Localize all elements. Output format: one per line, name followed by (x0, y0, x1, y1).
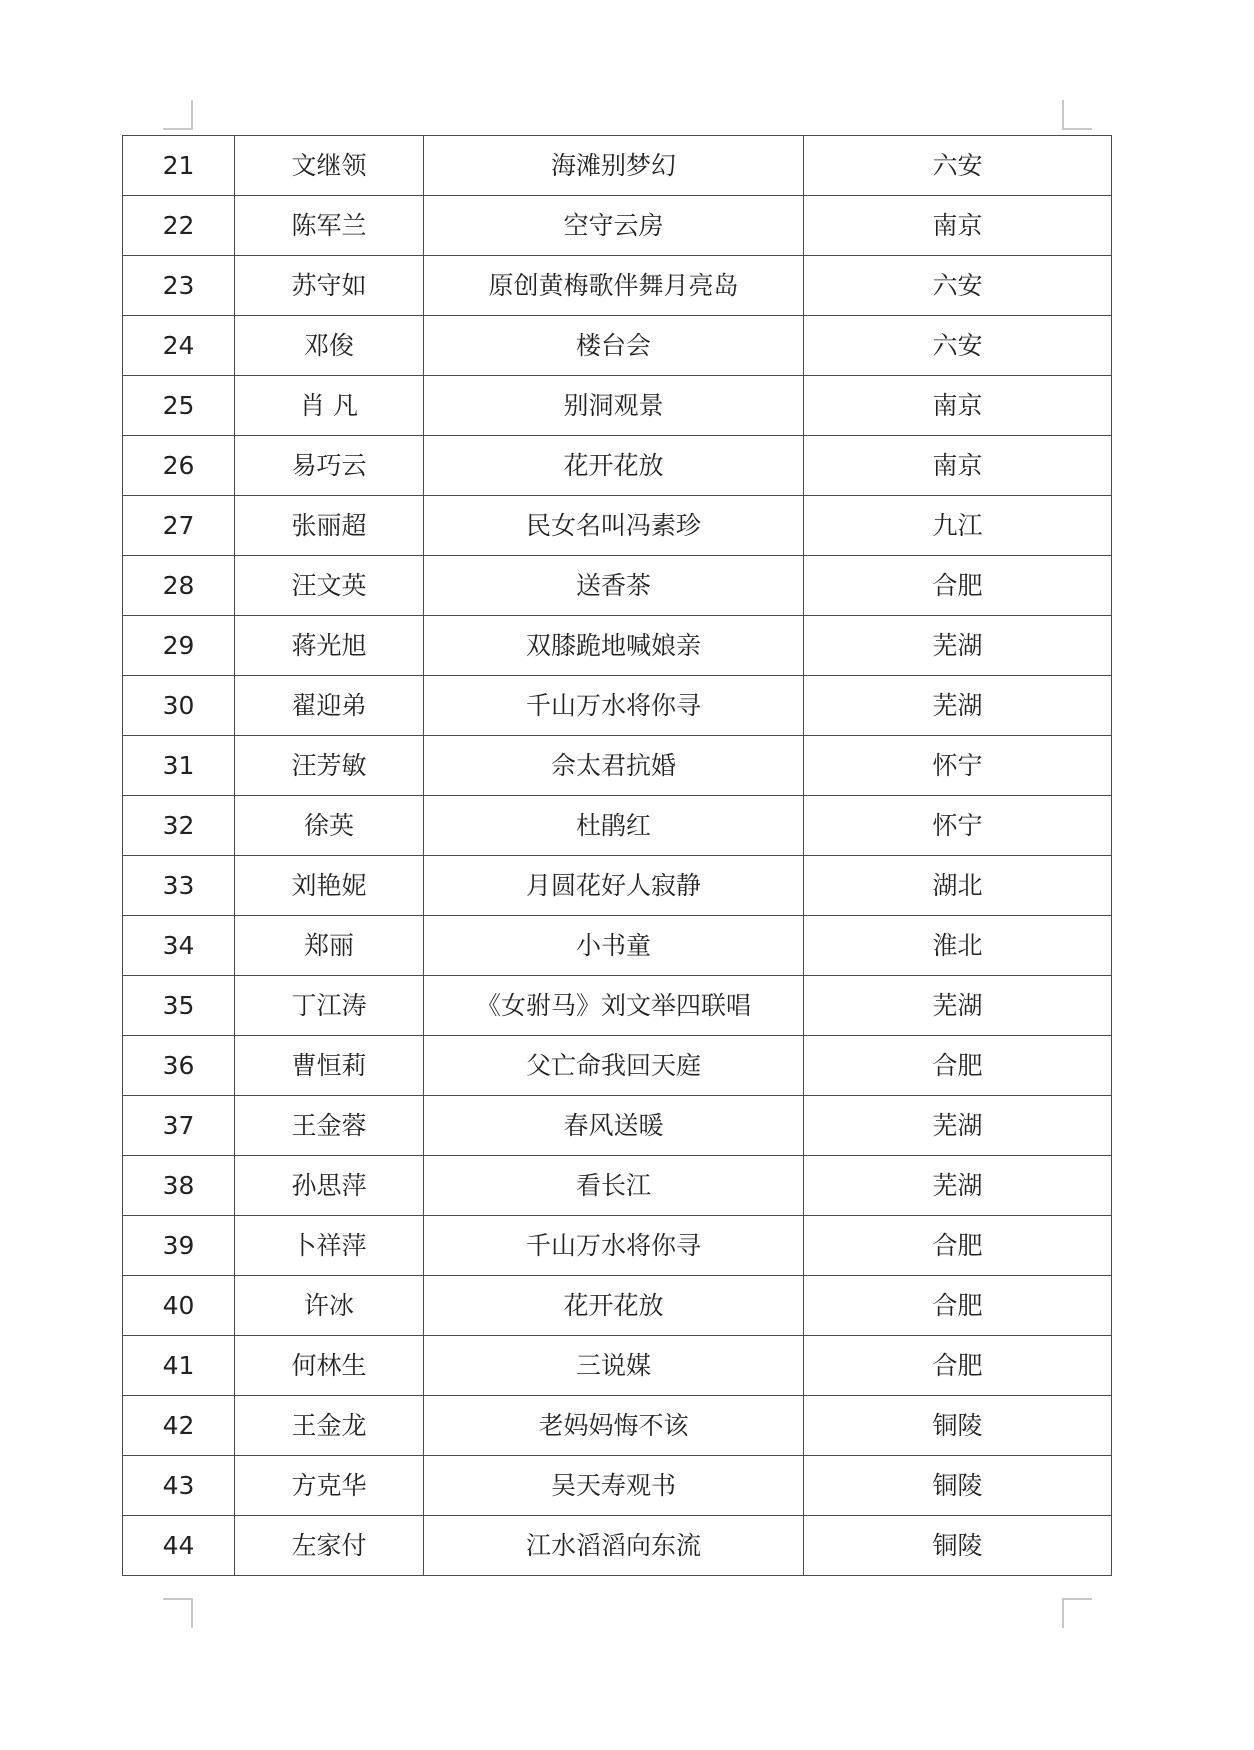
table-row (123, 796, 1112, 856)
city-cell: 合肥 (804, 1216, 1112, 1276)
row-number-cell: 22 (123, 196, 235, 256)
row-number-cell: 42 (123, 1396, 235, 1456)
table-row (123, 1096, 1112, 1156)
row-number-cell: 28 (123, 556, 235, 616)
table-row (123, 1456, 1112, 1516)
city-cell: 六安 (804, 256, 1112, 316)
city-cell: 怀宁 (804, 796, 1112, 856)
row-number-cell: 34 (123, 916, 235, 976)
row-number-cell: 39 (123, 1216, 235, 1276)
performer-name-cell: 丁江涛 (235, 976, 424, 1036)
piece-title-cell: 佘太君抗婚 (424, 736, 804, 796)
performer-name-cell: 孙思萍 (235, 1156, 424, 1216)
row-number-cell: 37 (123, 1096, 235, 1156)
table-row (123, 616, 1112, 676)
piece-title-cell: 双膝跪地喊娘亲 (424, 616, 804, 676)
city-cell: 怀宁 (804, 736, 1112, 796)
row-number-cell: 24 (123, 316, 235, 376)
performer-name-cell: 邓俊 (235, 316, 424, 376)
city-cell: 芜湖 (804, 976, 1112, 1036)
city-cell: 合肥 (804, 556, 1112, 616)
performer-name-cell: 苏守如 (235, 256, 424, 316)
row-number-cell: 29 (123, 616, 235, 676)
performer-name-cell: 左家付 (235, 1516, 424, 1576)
table-row (123, 496, 1112, 556)
performer-name-cell: 翟迎弟 (235, 676, 424, 736)
page-corner-mark-top-right (1062, 100, 1092, 130)
piece-title-cell: 千山万水将你寻 (424, 1216, 804, 1276)
piece-title-cell: 父亡命我回天庭 (424, 1036, 804, 1096)
table-row (123, 436, 1112, 496)
performer-name-cell: 徐英 (235, 796, 424, 856)
piece-title-cell: 杜鹃红 (424, 796, 804, 856)
piece-title-cell: 花开花放 (424, 436, 804, 496)
performer-name-cell: 王金龙 (235, 1396, 424, 1456)
table-row (123, 1036, 1112, 1096)
table-row (123, 736, 1112, 796)
row-number-cell: 25 (123, 376, 235, 436)
piece-title-cell: 别洞观景 (424, 376, 804, 436)
row-number-cell: 40 (123, 1276, 235, 1336)
city-cell: 合肥 (804, 1036, 1112, 1096)
city-cell: 芜湖 (804, 1096, 1112, 1156)
row-number-cell: 33 (123, 856, 235, 916)
city-cell: 九江 (804, 496, 1112, 556)
table-row (123, 976, 1112, 1036)
row-number-cell: 43 (123, 1456, 235, 1516)
performer-name-cell: 刘艳妮 (235, 856, 424, 916)
row-number-cell: 35 (123, 976, 235, 1036)
page-corner-mark-bottom-left (163, 1598, 193, 1628)
performer-name-cell: 蒋光旭 (235, 616, 424, 676)
performer-name-cell: 方克华 (235, 1456, 424, 1516)
row-number-cell: 27 (123, 496, 235, 556)
table-row (123, 316, 1112, 376)
piece-title-cell: 吴天寿观书 (424, 1456, 804, 1516)
performer-name-cell: 何林生 (235, 1336, 424, 1396)
table-row (123, 1216, 1112, 1276)
row-number-cell: 31 (123, 736, 235, 796)
performer-name-cell: 郑丽 (235, 916, 424, 976)
table-row (123, 556, 1112, 616)
performer-name-cell: 陈军兰 (235, 196, 424, 256)
performer-name-cell: 文继领 (235, 136, 424, 196)
performer-name-cell: 卜祥萍 (235, 1216, 424, 1276)
city-cell: 六安 (804, 136, 1112, 196)
row-number-cell: 30 (123, 676, 235, 736)
row-number-cell: 36 (123, 1036, 235, 1096)
row-number-cell: 26 (123, 436, 235, 496)
city-cell: 湖北 (804, 856, 1112, 916)
city-cell: 铜陵 (804, 1456, 1112, 1516)
performer-name-cell: 易巧云 (235, 436, 424, 496)
piece-title-cell: 楼台会 (424, 316, 804, 376)
page-corner-mark-bottom-right (1062, 1598, 1092, 1628)
city-cell: 芜湖 (804, 676, 1112, 736)
piece-title-cell: 三说媒 (424, 1336, 804, 1396)
piece-title-cell: 老妈妈悔不该 (424, 1396, 804, 1456)
table-row (123, 1336, 1112, 1396)
table-row (123, 136, 1112, 196)
piece-title-cell: 送香茶 (424, 556, 804, 616)
row-number-cell: 44 (123, 1516, 235, 1576)
table-row (123, 256, 1112, 316)
city-cell: 铜陵 (804, 1396, 1112, 1456)
performer-name-cell: 张丽超 (235, 496, 424, 556)
table-row (123, 1516, 1112, 1576)
piece-title-cell: 《女驸马》刘文举四联唱 (424, 976, 804, 1036)
performer-table-body (123, 136, 1112, 1576)
row-number-cell: 41 (123, 1336, 235, 1396)
performer-name-cell: 汪文英 (235, 556, 424, 616)
piece-title-cell: 花开花放 (424, 1276, 804, 1336)
piece-title-cell: 看长江 (424, 1156, 804, 1216)
table-row (123, 676, 1112, 736)
performer-name-cell: 王金蓉 (235, 1096, 424, 1156)
table-row (123, 1396, 1112, 1456)
piece-title-cell: 海滩别梦幻 (424, 136, 804, 196)
city-cell: 合肥 (804, 1276, 1112, 1336)
performer-name-cell: 许冰 (235, 1276, 424, 1336)
city-cell: 芜湖 (804, 1156, 1112, 1216)
performer-name-cell: 汪芳敏 (235, 736, 424, 796)
table-row (123, 1156, 1112, 1216)
city-cell: 南京 (804, 196, 1112, 256)
piece-title-cell: 空守云房 (424, 196, 804, 256)
piece-title-cell: 原创黄梅歌伴舞月亮岛 (424, 256, 804, 316)
piece-title-cell: 小书童 (424, 916, 804, 976)
city-cell: 南京 (804, 376, 1112, 436)
row-number-cell: 38 (123, 1156, 235, 1216)
performer-table (122, 135, 1112, 1576)
table-row (123, 376, 1112, 436)
row-number-cell: 23 (123, 256, 235, 316)
table-row (123, 1276, 1112, 1336)
row-number-cell: 21 (123, 136, 235, 196)
row-number-cell: 32 (123, 796, 235, 856)
city-cell: 南京 (804, 436, 1112, 496)
piece-title-cell: 春风送暖 (424, 1096, 804, 1156)
city-cell: 淮北 (804, 916, 1112, 976)
piece-title-cell: 千山万水将你寻 (424, 676, 804, 736)
city-cell: 合肥 (804, 1336, 1112, 1396)
city-cell: 铜陵 (804, 1516, 1112, 1576)
table-row (123, 196, 1112, 256)
city-cell: 芜湖 (804, 616, 1112, 676)
table-row (123, 916, 1112, 976)
performer-name-cell: 肖 凡 (235, 376, 424, 436)
table-row (123, 856, 1112, 916)
piece-title-cell: 江水滔滔向东流 (424, 1516, 804, 1576)
piece-title-cell: 月圆花好人寂静 (424, 856, 804, 916)
city-cell: 六安 (804, 316, 1112, 376)
page-corner-mark-top-left (163, 100, 193, 130)
performer-name-cell: 曹恒莉 (235, 1036, 424, 1096)
piece-title-cell: 民女名叫冯素珍 (424, 496, 804, 556)
